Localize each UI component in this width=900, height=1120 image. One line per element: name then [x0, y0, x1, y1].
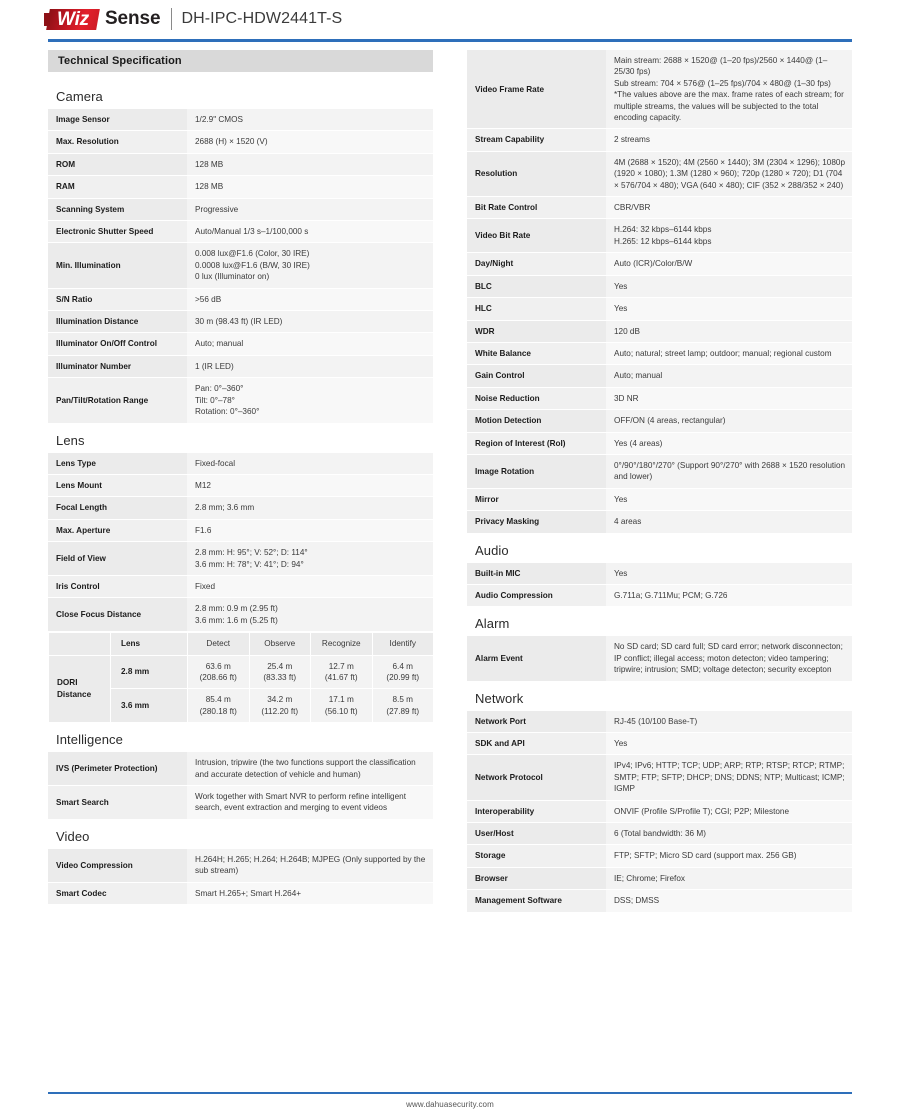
spec-value-close-focus-distance: 2.8 mm: 0.9 m (2.95 ft) 3.6 mm: 1.6 m (5.25 ft)	[187, 598, 433, 632]
spec-key-field-of-view: Field of View	[48, 542, 187, 576]
spec-key-blc: BLC	[467, 275, 606, 297]
spec-value-white-balance: Auto; natural; street lamp; outdoor; manual; regional custom	[606, 342, 852, 364]
section-title-camera: Camera	[56, 89, 103, 104]
spec-value-sdk-and-api: Yes	[606, 733, 852, 755]
spec-table-main	[467, 50, 852, 534]
spec-value-management-software: DSS; DMSS	[606, 890, 852, 912]
table-row	[467, 823, 852, 845]
table-row	[467, 454, 852, 488]
spec-key-smart-codec: Smart Codec	[48, 882, 187, 904]
spec-value-mirror: Yes	[606, 488, 852, 510]
spec-value-iris-control: Fixed	[187, 575, 433, 597]
table-row	[48, 311, 433, 333]
spec-key-noise-reduction: Noise Reduction	[467, 387, 606, 409]
spec-value-browser: IE; Chrome; Firefox	[606, 867, 852, 889]
table-row	[467, 867, 852, 889]
spec-key-close-focus-distance: Close Focus Distance	[48, 598, 187, 632]
table-row	[467, 511, 852, 533]
spec-value-noise-reduction: 3D NR	[606, 387, 852, 409]
table-row	[467, 636, 852, 681]
spec-table-intelligence	[48, 752, 433, 820]
section-title-audio: Audio	[475, 542, 509, 558]
dori-header-recognize: Recognize	[311, 633, 373, 655]
spec-key-built-in-mic: Built-in MIC	[467, 563, 606, 585]
spec-key-video-frame-rate: Video Frame Rate	[467, 50, 606, 129]
table-row	[48, 849, 433, 882]
table-row	[467, 197, 852, 219]
section-title-network: Network	[475, 690, 524, 706]
spec-key-sdk-and-api: SDK and API	[467, 733, 606, 755]
table-row	[467, 755, 852, 800]
spec-value-wdr: 120 dB	[606, 320, 852, 342]
spec-key-stream-capability: Stream Capability	[467, 129, 606, 151]
spec-value-video-bit-rate: H.264: 32 kbps–6144 kbps H.265: 12 kbps–6144 kbps	[606, 219, 852, 253]
spec-value-bit-rate-control: CBR/VBR	[606, 197, 852, 219]
dori-header-identify: Identify	[372, 633, 434, 655]
footer-rule	[48, 1092, 852, 1094]
spec-key-focal-length: Focal Length	[48, 497, 187, 519]
spec-key-audio-compression: Audio Compression	[467, 584, 606, 606]
wiz-badge	[46, 9, 100, 30]
table-row	[467, 800, 852, 822]
spec-value-alarm-event: No SD card; SD card full; SD card error; network disconnecton; IP conflict; illegal access; moton detecton; video tampering; tripwire; intrusion; SMD; voltage detecton; security excepton	[606, 636, 852, 681]
table-row	[48, 221, 433, 243]
spec-value-scanning-system: Progressive	[187, 198, 433, 220]
spec-key-illuminator-on-off-control: Illuminator On/Off Control	[48, 333, 187, 355]
dori-lens-2-8-mm: 2.8 mm	[111, 655, 188, 689]
spec-key-max-resolution: Max. Resolution	[48, 131, 187, 153]
spec-table-video	[48, 849, 433, 905]
spec-value-lens-mount: M12	[187, 474, 433, 496]
spec-value-network-protocol: IPv4; IPv6; HTTP; TCP; UDP; ARP; RTP; RTSP; RTCP; RTMP; SMTP; FTP; SFTP; DHCP; DNS; DDNS; NTP; Multicast; ICMP; IGMP	[606, 755, 852, 800]
section-title-alarm: Alarm	[475, 616, 510, 632]
spec-key-management-software: Management Software	[467, 890, 606, 912]
table-row	[467, 387, 852, 409]
spec-table-alarm	[467, 636, 852, 681]
table-row	[48, 288, 433, 310]
section-title-intelligence: Intelligence	[56, 732, 123, 748]
table-row	[467, 365, 852, 387]
table-row	[48, 575, 433, 597]
spec-value-rom: 128 MB	[187, 153, 433, 175]
footer-url: www.dahuasecurity.com	[406, 1100, 494, 1109]
dori-header-detect: Detect	[188, 633, 250, 655]
spec-value-smart-search: Work together with Smart NVR to perform refine intelligent search, event extraction and merging to event videos	[187, 786, 433, 820]
dori-corner-cell	[49, 633, 111, 655]
model-number: DH-IPC-HDW2441T-S	[181, 10, 343, 27]
dori-value-3-6-mm-detect: 85.4 m (280.18 ft)	[188, 689, 250, 723]
table-row	[48, 109, 433, 131]
spec-key-image-rotation: Image Rotation	[467, 454, 606, 488]
spec-value-built-in-mic: Yes	[606, 563, 852, 585]
spec-value-field-of-view: 2.8 mm: H: 95°; V: 52°; D: 114° 3.6 mm: H: 78°; V: 41°; D: 94°	[187, 542, 433, 576]
table-row	[48, 355, 433, 377]
table-row	[467, 275, 852, 297]
table-row	[48, 453, 433, 475]
table-row	[467, 253, 852, 275]
table-row	[467, 298, 852, 320]
table-row	[48, 598, 433, 632]
dori-distance-table	[48, 632, 434, 723]
spec-value-video-frame-rate: Main stream: 2688 × 1520@ (1–20 fps)/2560 × 1440@ (1–25/30 fps) Sub stream: 704 × 576@ (1–25 fps)/704 × 480@ (1–30 fps) *The values above are the max. frame rates of each stream; for multiple streams, the values will be subjected to the total encoding capacity.	[606, 50, 852, 129]
table-row	[467, 890, 852, 912]
spec-key-video-bit-rate: Video Bit Rate	[467, 219, 606, 253]
table-row	[48, 542, 433, 576]
spec-value-day-night: Auto (ICR)/Color/B/W	[606, 253, 852, 275]
spec-key-ivs-perimeter-protection: IVS (Perimeter Protection)	[48, 752, 187, 785]
spec-value-smart-codec: Smart H.265+; Smart H.264+	[187, 882, 433, 904]
table-row	[48, 786, 433, 820]
spec-value-resolution: 4M (2688 × 1520); 4M (2560 × 1440); 3M (2304 × 1296); 1080p (1920 × 1080); 1.3M (1280 × 960); 720p (1280 × 720); D1 (704 × 576/704 × 480); VGA (640 × 480); CIF (352 × 288/352 × 240)	[606, 151, 852, 196]
spec-key-white-balance: White Balance	[467, 342, 606, 364]
table-row	[467, 845, 852, 867]
spec-key-mirror: Mirror	[467, 488, 606, 510]
spec-value-illuminator-number: 1 (IR LED)	[187, 355, 433, 377]
spec-value-video-compression: H.264H; H.265; H.264; H.264B; MJPEG (Only supported by the sub stream)	[187, 849, 433, 882]
spec-key-resolution: Resolution	[467, 151, 606, 196]
table-row	[48, 198, 433, 220]
spec-key-min-illumination: Min. Illumination	[48, 243, 187, 288]
dori-header-row	[49, 633, 434, 655]
spec-key-network-port: Network Port	[467, 711, 606, 733]
spec-key-s-n-ratio: S/N Ratio	[48, 288, 187, 310]
table-row	[48, 333, 433, 355]
table-row	[48, 153, 433, 175]
dori-distance-label: DORI Distance	[49, 655, 111, 723]
spec-key-storage: Storage	[467, 845, 606, 867]
wizsense-logo	[48, 8, 342, 30]
table-row	[467, 50, 852, 129]
table-row	[48, 882, 433, 904]
spec-key-privacy-masking: Privacy Masking	[467, 511, 606, 533]
dori-header-lens: Lens	[111, 633, 188, 655]
spec-key-pan-tilt-rotation-range: Pan/Tilt/Rotation Range	[48, 378, 187, 423]
spec-table-camera	[48, 109, 433, 424]
spec-table-audio	[467, 563, 852, 608]
spec-value-s-n-ratio: >56 dB	[187, 288, 433, 310]
dori-row	[49, 655, 434, 689]
sense-label: Sense	[104, 8, 161, 29]
spec-value-interoperability: ONVIF (Profile S/Profile T); CGI; P2P; Milestone	[606, 800, 852, 822]
spec-key-max-aperture: Max. Aperture	[48, 519, 187, 541]
table-row	[467, 410, 852, 432]
spec-key-day-night: Day/Night	[467, 253, 606, 275]
spec-key-ram: RAM	[48, 176, 187, 198]
spec-key-browser: Browser	[467, 867, 606, 889]
spec-value-stream-capability: 2 streams	[606, 129, 852, 151]
spec-value-storage: FTP; SFTP; Micro SD card (support max. 256 GB)	[606, 845, 852, 867]
table-row	[467, 711, 852, 733]
table-row	[467, 563, 852, 585]
table-row	[48, 474, 433, 496]
table-row	[48, 497, 433, 519]
spec-key-video-compression: Video Compression	[48, 849, 187, 882]
spec-value-blc: Yes	[606, 275, 852, 297]
table-row	[48, 176, 433, 198]
page-header	[0, 0, 900, 38]
table-row	[467, 219, 852, 253]
spec-value-hlc: Yes	[606, 298, 852, 320]
table-row	[467, 432, 852, 454]
spec-value-ivs-perimeter-protection: Intrusion, tripwire (the two functions support the classification and accurate detection of vehicle and human)	[187, 752, 433, 785]
spec-key-interoperability: Interoperability	[467, 800, 606, 822]
dori-value-3-6-mm-observe: 34.2 m (112.20 ft)	[249, 689, 311, 723]
spec-value-electronic-shutter-speed: Auto/Manual 1/3 s–1/100,000 s	[187, 221, 433, 243]
spec-value-gain-control: Auto; manual	[606, 365, 852, 387]
spec-key-smart-search: Smart Search	[48, 786, 187, 820]
spec-key-hlc: HLC	[467, 298, 606, 320]
table-row	[48, 519, 433, 541]
table-row	[467, 342, 852, 364]
spec-value-image-rotation: 0°/90°/180°/270° (Support 90°/270° with 2688 × 1520 resolution and lower)	[606, 454, 852, 488]
spec-key-wdr: WDR	[467, 320, 606, 342]
header-rule	[48, 39, 852, 42]
spec-key-illuminator-number: Illuminator Number	[48, 355, 187, 377]
table-row	[467, 129, 852, 151]
spec-key-lens-type: Lens Type	[48, 453, 187, 475]
spec-key-image-sensor: Image Sensor	[48, 109, 187, 131]
dori-value-2-8-mm-identify: 6.4 m (20.99 ft)	[372, 655, 434, 689]
spec-key-lens-mount: Lens Mount	[48, 474, 187, 496]
spec-value-audio-compression: G.711a; G.711Mu; PCM; G.726	[606, 584, 852, 606]
spec-key-motion-detection: Motion Detection	[467, 410, 606, 432]
table-row	[48, 243, 433, 288]
logo-divider	[171, 8, 172, 30]
section-title-video: Video	[56, 828, 90, 844]
dori-value-2-8-mm-detect: 63.6 m (208.66 ft)	[188, 655, 250, 689]
spec-value-network-port: RJ-45 (10/100 Base-T)	[606, 711, 852, 733]
spec-key-electronic-shutter-speed: Electronic Shutter Speed	[48, 221, 187, 243]
dori-value-2-8-mm-recognize: 12.7 m (41.67 ft)	[311, 655, 373, 689]
spec-value-user-host: 6 (Total bandwidth: 36 M)	[606, 823, 852, 845]
spec-key-gain-control: Gain Control	[467, 365, 606, 387]
dori-value-3-6-mm-identify: 8.5 m (27.89 ft)	[372, 689, 434, 723]
table-row	[467, 488, 852, 510]
spec-key-network-protocol: Network Protocol	[467, 755, 606, 800]
wiz-label: Wiz	[57, 8, 89, 30]
spec-value-privacy-masking: 4 areas	[606, 511, 852, 533]
spec-value-focal-length: 2.8 mm; 3.6 mm	[187, 497, 433, 519]
spec-key-user-host: User/Host	[467, 823, 606, 845]
table-row	[467, 320, 852, 342]
spec-key-scanning-system: Scanning System	[48, 198, 187, 220]
dori-header-observe: Observe	[249, 633, 311, 655]
technical-specification-title: Technical Specification	[58, 55, 182, 67]
spec-value-motion-detection: OFF/ON (4 areas, rectangular)	[606, 410, 852, 432]
spec-key-bit-rate-control: Bit Rate Control	[467, 197, 606, 219]
left-column	[48, 50, 433, 905]
spec-value-illumination-distance: 30 m (98.43 ft) (IR LED)	[187, 311, 433, 333]
table-row	[48, 752, 433, 785]
table-row	[467, 733, 852, 755]
spec-value-lens-type: Fixed-focal	[187, 453, 433, 475]
spec-table-network	[467, 711, 852, 913]
spec-value-max-resolution: 2688 (H) × 1520 (V)	[187, 131, 433, 153]
section-title-lens: Lens	[56, 432, 85, 448]
table-row	[467, 151, 852, 196]
table-row	[467, 584, 852, 606]
spec-key-illumination-distance: Illumination Distance	[48, 311, 187, 333]
dori-value-2-8-mm-observe: 25.4 m (83.33 ft)	[249, 655, 311, 689]
spec-key-iris-control: Iris Control	[48, 575, 187, 597]
spec-key-alarm-event: Alarm Event	[467, 636, 606, 681]
dori-lens-3-6-mm: 3.6 mm	[111, 689, 188, 723]
table-row	[48, 131, 433, 153]
table-row	[48, 378, 433, 423]
right-column	[467, 50, 852, 913]
spec-value-min-illumination: 0.008 lux@F1.6 (Color, 30 IRE) 0.0008 lux@F1.6 (B/W, 30 IRE) 0 lux (Illuminator on)	[187, 243, 433, 288]
spec-table-lens	[48, 453, 433, 633]
spec-value-max-aperture: F1.6	[187, 519, 433, 541]
spec-value-pan-tilt-rotation-range: Pan: 0°–360° Tilt: 0°–78° Rotation: 0°–360°	[187, 378, 433, 423]
spacer	[48, 50, 433, 80]
spec-value-image-sensor: 1/2.9" CMOS	[187, 109, 433, 131]
spec-key-region-of-interest-roi: Region of Interest (RoI)	[467, 432, 606, 454]
spec-value-ram: 128 MB	[187, 176, 433, 198]
spec-value-illuminator-on-off-control: Auto; manual	[187, 333, 433, 355]
dori-value-3-6-mm-recognize: 17.1 m (56.10 ft)	[311, 689, 373, 723]
spec-value-region-of-interest-roi: Yes (4 areas)	[606, 432, 852, 454]
spec-key-rom: ROM	[48, 153, 187, 175]
